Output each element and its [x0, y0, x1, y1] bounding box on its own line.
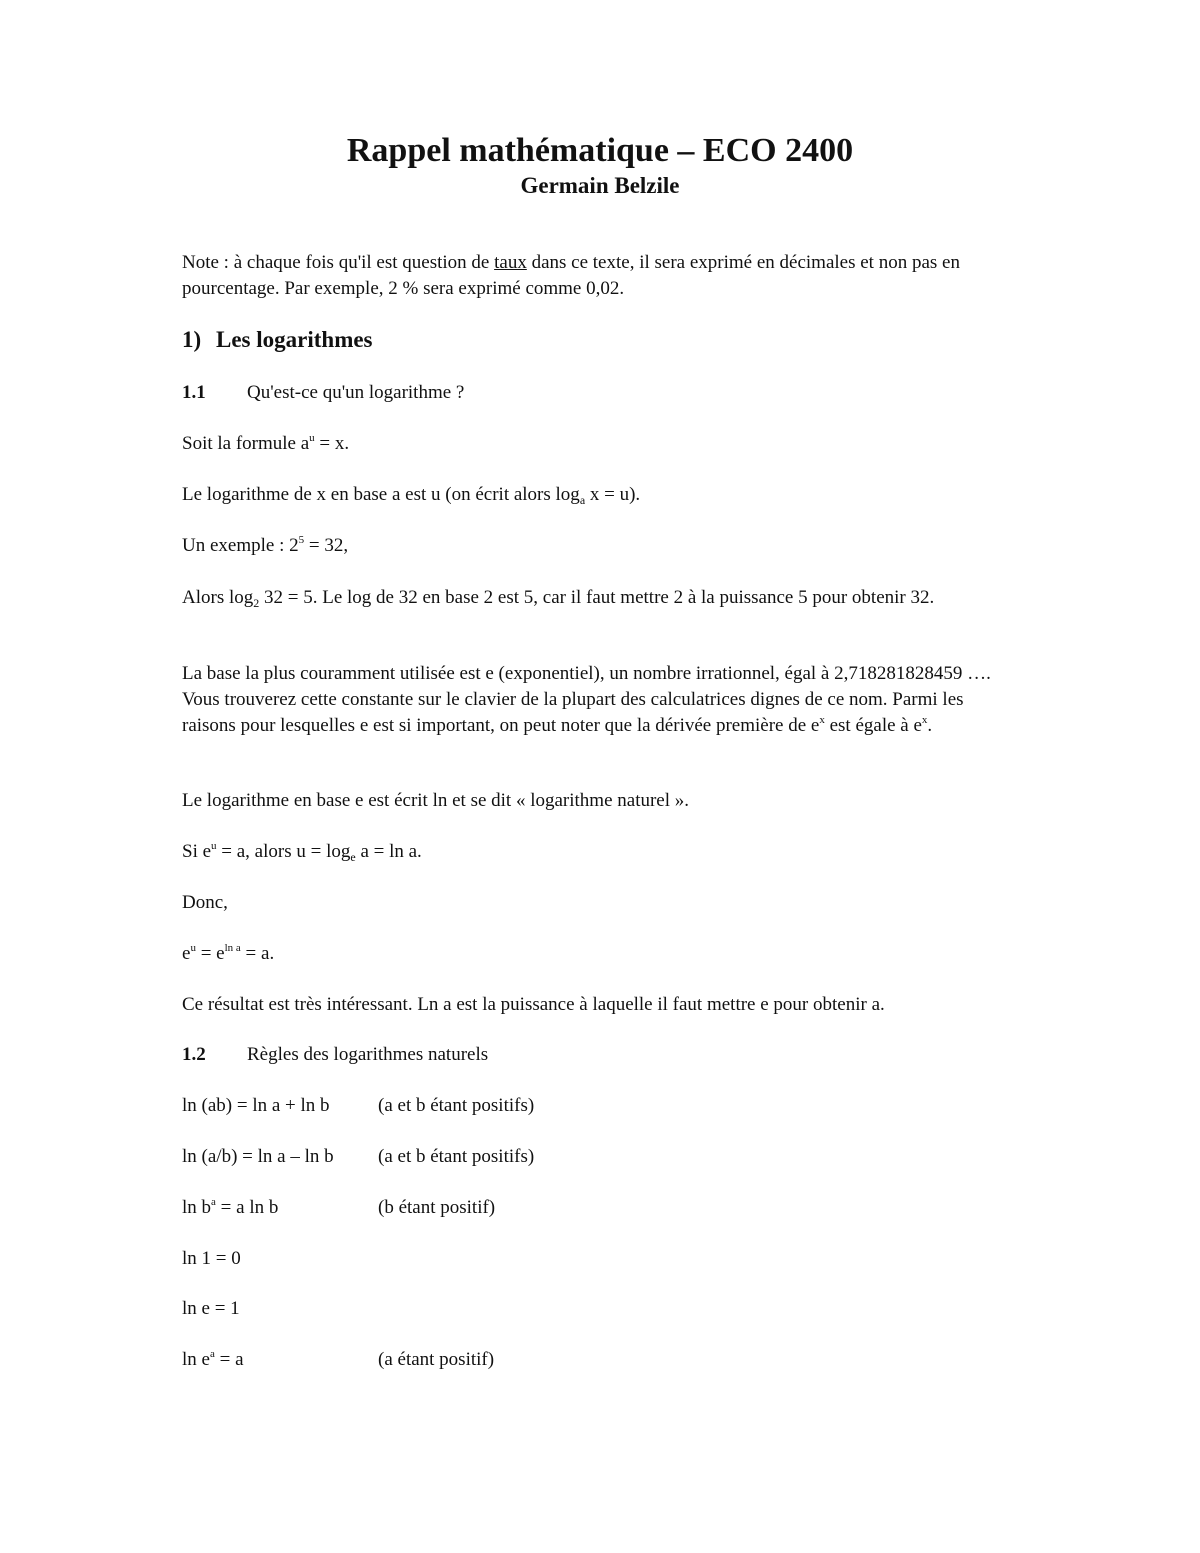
base-e-mid: est égale à e [824, 715, 922, 736]
rule-line [182, 1146, 534, 1168]
identity-part-b: = e [195, 943, 225, 964]
subsection-number: 1.1 [182, 382, 206, 403]
ln-equation [182, 841, 422, 863]
example-line [182, 535, 348, 557]
base-e-text: La base la plus couramment utilisée est e (exponentiel), un nombre irrationnel, égal à 2,718281828459 …. Vous trouverez cette constante sur le clavier de la plupart des calculatrices dignes de ce nom. Parmi les raisons pour lesquelles e est si important, on peut noter que la dérivée première de e [182, 663, 991, 736]
rule-formula [182, 1197, 378, 1219]
rule-formula-part-b: = a [214, 1349, 244, 1370]
conclusion-line: Ce résultat est très intéressant. Ln a est la puissance à laquelle il faut mettre e pour obtenir a. [182, 994, 885, 1015]
identity-line [182, 943, 274, 965]
subsection-title: Règles des logarithmes naturels [247, 1044, 489, 1065]
subsection-number: 1.2 [182, 1044, 206, 1065]
subsection-title: Qu'est-ce qu'un logarithme ? [247, 382, 465, 403]
identity-part-a: e [182, 943, 191, 964]
ln-definition: Le logarithme en base e est écrit ln et se dit « logarithme naturel ». [182, 790, 690, 811]
example-end: = 32, [304, 535, 349, 556]
rule-line [182, 1298, 240, 1320]
rule-formula-exponent: a [211, 1196, 216, 1208]
donc-line: Donc, [182, 892, 228, 913]
document-author: Germain Belzile [520, 173, 680, 198]
note-text-end: dans ce texte, il sera exprimé en décimales et non pas en pourcentage. Par exemple, 2 % sera exprimé comme 0,02. [182, 252, 960, 299]
rule-formula: ln 1 = 0 [182, 1248, 241, 1269]
ln-eq-exponent: u [211, 840, 217, 852]
formula-end: = x. [314, 433, 350, 454]
ln-eq-part-a: Si e [182, 841, 212, 862]
rule-formula-part-a: ln e [182, 1349, 210, 1370]
formula-text: Soit la formule a [182, 433, 310, 454]
rule-condition: (a et b étant positifs) [378, 1146, 535, 1167]
section-title: Les logarithmes [216, 327, 373, 352]
base-e-end: . [927, 715, 933, 736]
definition-subscript: a [579, 493, 586, 507]
section-number: 1) [182, 327, 202, 352]
identity-part-c: = a. [240, 943, 275, 964]
rule-formula: ln (ab) = ln a + ln b [182, 1095, 330, 1116]
example-result-text: Alors log [182, 587, 254, 608]
ln-eq-part-b: = a, alors u = log [216, 841, 351, 862]
identity-exponent-1: u [190, 942, 196, 954]
rule-line [182, 1349, 494, 1371]
rule-formula-part-b: = a ln b [215, 1197, 279, 1218]
rule-formula: ln e = 1 [182, 1298, 240, 1319]
rule-line [182, 1197, 495, 1219]
rule-formula: ln (a/b) = ln a – ln b [182, 1146, 334, 1167]
example-text: Un exemple : 2 [182, 535, 299, 556]
example-result-subscript: 2 [253, 596, 260, 610]
formula-exponent: u [309, 432, 315, 444]
base-e-exponent-2: x [921, 714, 928, 726]
example-result-end: 32 = 5. Le log de 32 en base 2 est 5, car il faut mettre 2 à la puissance 5 pour obtenir 32. [259, 587, 935, 608]
base-e-paragraph [182, 661, 1012, 739]
rule-condition: (a et b étant positifs) [378, 1095, 535, 1116]
example-exponent: 5 [298, 534, 305, 546]
definition-line [182, 484, 640, 506]
formula-line [182, 433, 349, 455]
rule-formula-exponent: a [209, 1348, 215, 1360]
identity-exponent-2: ln a [224, 942, 241, 954]
ln-eq-part-c: a = ln a. [355, 841, 422, 862]
note-paragraph [182, 250, 1012, 302]
base-e-exponent-1: x [819, 714, 825, 726]
rule-condition: (a étant positif) [378, 1349, 495, 1370]
rule-line [182, 1095, 534, 1117]
definition-end: x = u). [585, 484, 641, 505]
section-heading [182, 327, 373, 353]
subsection-heading-1-2 [182, 1044, 488, 1066]
example-result-paragraph [182, 585, 1012, 611]
ln-eq-subscript: e [350, 850, 356, 864]
note-underlined-word: taux [494, 252, 527, 273]
rule-condition: (b étant positif) [378, 1197, 496, 1218]
rule-formula-part-a: ln b [182, 1197, 212, 1218]
rule-formula [182, 1349, 378, 1371]
subsection-heading-1-1 [182, 382, 464, 404]
note-text-start: Note : à chaque fois qu'il est question de [182, 252, 495, 273]
definition-text: Le logarithme de x en base a est u (on écrit alors log [182, 484, 580, 505]
document-title: Rappel mathématique – ECO 2400 [346, 132, 854, 169]
rule-line [182, 1248, 241, 1270]
